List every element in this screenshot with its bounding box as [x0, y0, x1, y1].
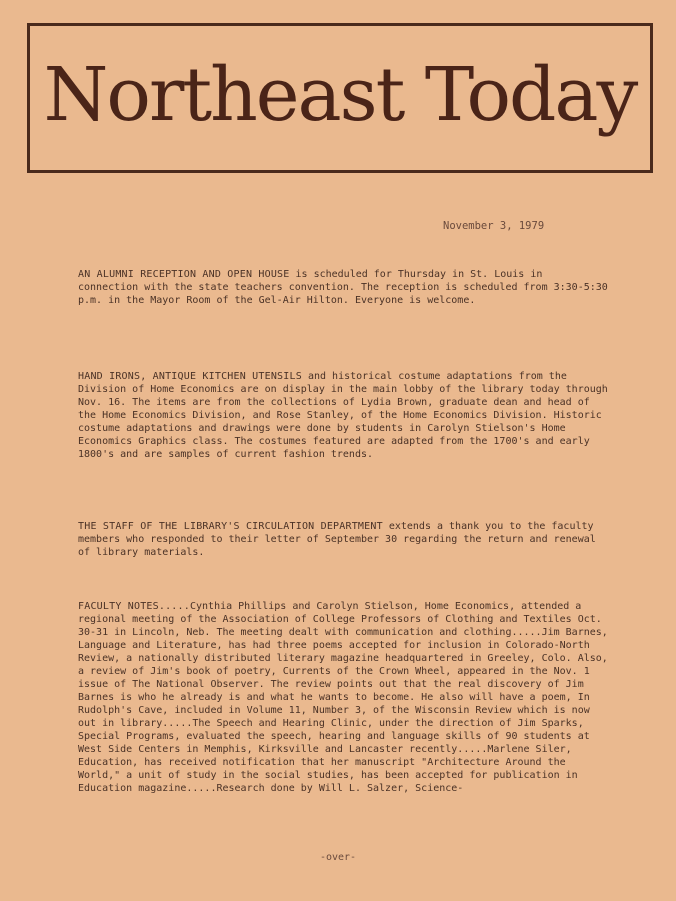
article-paragraph-faculty-notes — [78, 600, 608, 795]
publication-date: November 3, 1979 — [443, 220, 545, 232]
paragraph-text: extends a thank you to the faculty members who responded to their letter of September 30 regarding the return and renewal of library materials. — [78, 521, 596, 558]
paragraph-text: is scheduled for Thursday in St. Louis in connection with the state teachers convention. The reception is scheduled from 3:30-5:30 p.m. in the Mayor Room of the Gel-Air Hilton. Everyone is welcome. — [78, 269, 608, 306]
article-paragraph-display — [78, 370, 608, 461]
page-footer-over: -over- — [319, 852, 357, 863]
paragraph-lead: HAND IRONS, ANTIQUE KITCHEN UTENSILS — [78, 371, 302, 382]
article-paragraph-reception — [78, 268, 608, 307]
paragraph-text: Cynthia Phillips and Carolyn Stielson, Home Economics, attended a regional meeting of the Association of College Professors of Clothing and Textiles Oct. 30-31 in Lincoln, Neb. The meeting dealt with communication and clothing.....Jim Barnes, Language and Literature, has had three poems accepted for inclusion in Colorado-North Review, a nationally distributed literary magazine headquartered in Greeley, Colo. Also, a review of Jim's book of poetry, Currents of the Crown Wheel, appeared in the Nov. 1 issue of The National Observer. The review points out that the real discovery of Jim Barnes is who he already is and what he wants to become. He also will have a poem, In Rudolph's Cave, included in Volume 11, Number 3, of the Wisconsin Review which is now out in library.....The Speech and Hearing Clinic, under the direction of Jim Sparks, Special Programs, evaluated the speech, hearing and language skills of 90 students at West Side Centers in Memphis, Kirksville and Lancaster recently.....Marlene Siler, Education, has received notification that her manuscript "Architecture Around the World," a unit of study in the social studies, has been accepted for publication in Education magazine.....Research done by Will L. Salzer, Science- — [78, 601, 608, 794]
paragraph-lead: THE STAFF OF THE LIBRARY'S CIRCULATION DEPARTMENT — [78, 521, 383, 532]
paragraph-lead: FACULTY NOTES..... — [78, 601, 190, 612]
paragraph-lead: AN ALUMNI RECEPTION AND OPEN HOUSE — [78, 269, 290, 280]
article-paragraph-library — [78, 520, 608, 559]
paragraph-text: and historical costume adaptations from the Division of Home Economics are on display in the main lobby of the library today through Nov. 16. The items are from the collections of Lydia Brown, graduate dean and head of the Home Economics Division, and Rose Stanley, of the Home Economics Division. Historic costume adaptations and drawings were done by students in Carolyn Stielson's Home Economics Graphics class. The costumes featured are adapted from the 1700's and early 1800's and are samples of current fashion trends. — [78, 371, 608, 460]
masthead-box — [27, 23, 653, 173]
masthead-title: Northeast Today — [43, 52, 637, 138]
